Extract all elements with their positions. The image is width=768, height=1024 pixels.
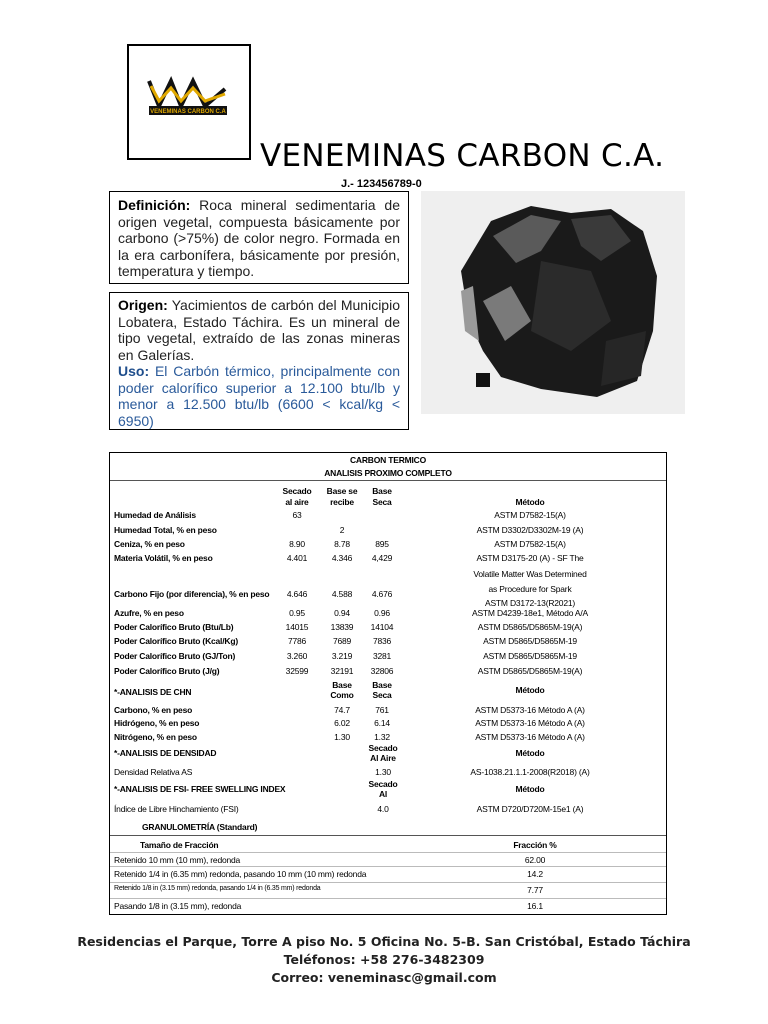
prox-row-method: ASTM D3172-13(R2021) [484,598,575,608]
chn-row-base-como: 74.7 [334,705,350,715]
prox-row-method: ASTM D5865/D5865M-19 [483,636,577,646]
col-base-seca-1: Base [372,486,392,496]
company-rif: J.- 123456789-0 [341,178,422,190]
definition-box [109,191,409,284]
chn-col-c1: Base [372,680,392,690]
prox-row-secado: 0.95 [289,608,305,618]
prox-row-label: Carbono Fijo (por diferencia), % en peso [114,589,270,599]
footer-address: Residencias el Parque, Torre A piso No. 5 Oficina No. 5-B. San Cristóbal, Estado Táchira [77,934,691,949]
prox-row-recibe: 2 [339,525,345,535]
prox-row-secado: 14015 [285,622,309,632]
chn-row-method: ASTM D5373-16 Método A (A) [475,718,585,728]
gran-row-divider [110,898,666,899]
prox-row-method: ASTM D4239-18e1, Método A/A [471,608,589,618]
company-logo [127,44,251,160]
prox-row-seca: 3281 [372,651,392,661]
prox-row-label: Materia Volátil, % en peso [114,553,213,563]
prox-row-secado: 7786 [287,636,307,646]
gran-divider [110,835,666,836]
prox-row-secado: 3.260 [286,651,308,661]
uso-label: Uso: [118,363,150,379]
prox-row-method: ASTM D5865/D5865M-19(A) [477,666,583,676]
prox-row-method: Volatile Matter Was Determined [473,569,587,579]
prox-row-recibe: 3.219 [331,651,353,661]
prox-row-label: Poder Calorífico Bruto (J/g) [114,666,220,676]
uso-text: El Carbón térmico, principalmente con poder calorífico superior a 12.100 btu/lb y menor a 12.500 btu/lb (6600 < kcal/kg < 6950) [118,363,400,429]
gran-row-value: 7.77 [527,885,543,895]
origin-label: Origen: [118,297,168,313]
gran-col-frac: Fracción % [513,840,557,850]
prox-row-method: ASTM D5865/D5865M-19 [483,651,577,661]
col-base-seca-2: Seca [372,497,392,507]
dens-row-method: AS-1038.21.1.1-2008(R2018) (A) [470,767,590,777]
prox-row-label: Poder Calorífico Bruto (Btu/Lb) [114,622,234,632]
title-divider [110,480,666,481]
prox-row-method: ASTM D3175-20 (A) - SF The [476,553,584,563]
prox-row-secado: 4.401 [286,553,308,563]
prox-row-label: Humedad Total, % en peso [114,525,217,535]
gran-col-size: Tamaño de Fracción [140,840,219,850]
gran-row-label: Retenido 10 mm (10 mm), redonda [114,855,241,865]
analysis-table [109,452,667,915]
prox-row-method: ASTM D5865/D5865M-19(A) [477,622,583,632]
prox-row-recibe: 0.94 [334,608,350,618]
prox-row-method: ASTM D3302/D3302M-19 (A) [476,525,584,535]
chn-row-base-como: 1.30 [334,732,350,742]
prox-row-label: Ceniza, % en peso [114,539,185,549]
gran-row-divider [110,866,666,867]
gran-row-value: 14.2 [527,869,543,879]
col-metodo: Método [515,497,545,507]
chn-row-base-seca: 1.32 [374,732,390,742]
prox-row-method: ASTM D7582-15(A) [494,539,566,549]
prox-row-seca: 7836 [372,636,392,646]
prox-row-recibe: 4.588 [331,589,353,599]
company-name: VENEMINAS CARBON C.A. [260,138,665,174]
chn-row-method: ASTM D5373-16 Método A (A) [475,732,585,742]
chn-heading: *-ANALISIS DE CHN [114,687,192,697]
coal-photo [421,191,685,414]
origin-box [109,292,409,430]
prox-row-recibe: 7689 [332,636,352,646]
table-subtitle: ANALISIS PROXIMO COMPLETO [324,468,452,478]
gran-row-divider [110,882,666,883]
prox-row-secado: 4.646 [286,589,308,599]
chn-row-method: ASTM D5373-16 Método A (A) [475,705,585,715]
dens-row-value: 1.30 [375,767,391,777]
chn-row-label: Carbono, % en peso [114,705,193,715]
dens-col-metodo: Método [515,748,545,758]
prox-row-seca: 0.96 [374,608,390,618]
fsi-row-label: Índice de Libre Hinchamiento (FSI) [114,804,239,814]
col-secado-1: Secado [282,486,312,496]
prox-row-recibe: 32191 [330,666,354,676]
origin-text: Yacimientos de carbón del Municipio Lobatera, Estado Táchira. Es un mineral de tipo vegetal, extraído de las zonas mineras en Galerías. [118,297,400,363]
chn-row-label: Nitrógeno, % en peso [114,732,197,742]
logo-text: VENEMINAS CARBON C.A [150,109,226,115]
prox-row-label: Humedad de Análisis [114,510,196,520]
dens-col-1: Secado [368,743,398,753]
definition-text: Roca mineral sedimentaria de origen vegetal, compuesta básicamente por carbono (>75%) de color negro. Formada en la era carbonífera, básicamente por presión, temperatura y tiempo. [118,197,400,279]
gran-row-value: 16.1 [527,901,543,911]
chn-col-b2: Como [330,690,354,700]
gran-row-value: 62.00 [524,855,546,865]
col-base-recibe-1: Base se [326,486,358,496]
fsi-col-2: Al [378,789,388,799]
chn-row-base-seca: 6.14 [374,718,390,728]
dens-col-2: Al Aire [370,753,396,763]
prox-row-recibe: 8.78 [334,539,350,549]
gran-row-label: Pasando 1/8 in (3.15 mm), redonda [114,901,242,911]
prox-row-recibe: 13839 [330,622,354,632]
gran-heading: GRANULOMETRÍA (Standard) [142,822,258,832]
prox-row-seca: 895 [375,539,389,549]
fsi-row-method: ASTM D720/D720M-15e1 (A) [476,804,584,814]
prox-row-secado: 32599 [285,666,309,676]
dens-heading: *-ANALISIS DE DENSIDAD [114,748,217,758]
gran-row-label: Retenido 1/4 in (6.35 mm) redonda, pasando 10 mm (10 mm) redonda [114,869,367,879]
fsi-col-metodo: Método [515,784,545,794]
prox-row-recibe: 4.346 [331,553,353,563]
chn-col-b1: Base [332,680,352,690]
prox-row-secado: 63 [292,510,302,520]
gran-row-divider [110,852,666,853]
chn-row-label: Hidrógeno, % en peso [114,718,200,728]
dens-row-label: Densidad Relativa AS [114,767,193,777]
definition-label: Definición: [118,197,191,213]
col-base-recibe-2: recibe [330,497,354,507]
logo-mark [129,46,249,158]
prox-row-seca: 4.676 [371,589,393,599]
prox-row-label: Poder Calorífico Bruto (GJ/Ton) [114,651,236,661]
footer-phone: Teléfonos: +58 276-3482309 [283,952,485,967]
chn-row-base-como: 6.02 [334,718,350,728]
prox-row-seca: 32806 [370,666,394,676]
prox-row-secado: 8.90 [289,539,305,549]
fsi-heading: *-ANALISIS DE FSI- FREE SWELLING INDEX [114,784,286,794]
chn-row-base-seca: 761 [375,705,389,715]
gran-row-label: Retenido 1/8 in (3.15 mm) redonda, pasando 1/4 in (6.35 mm) redonda [114,885,321,892]
prox-row-label: Poder Calorífico Bruto (Kcal/Kg) [114,636,238,646]
prox-row-seca: 4,429 [371,553,393,563]
prox-row-seca: 14104 [370,622,394,632]
footer-email: Correo: veneminasc@gmail.com [271,970,497,985]
table-title: CARBON TERMICO [349,455,427,465]
prox-row-method: ASTM D7582-15(A) [494,510,566,520]
fsi-row-value: 4.0 [377,804,389,814]
col-secado-2: al aire [285,497,309,507]
chn-col-c2: Seca [372,690,392,700]
fsi-col-1: Secado [368,779,398,789]
prox-row-label: Azufre, % en peso [114,608,184,618]
prox-row-method: as Procedure for Spark [488,584,572,594]
chn-col-metodo: Método [515,685,545,695]
